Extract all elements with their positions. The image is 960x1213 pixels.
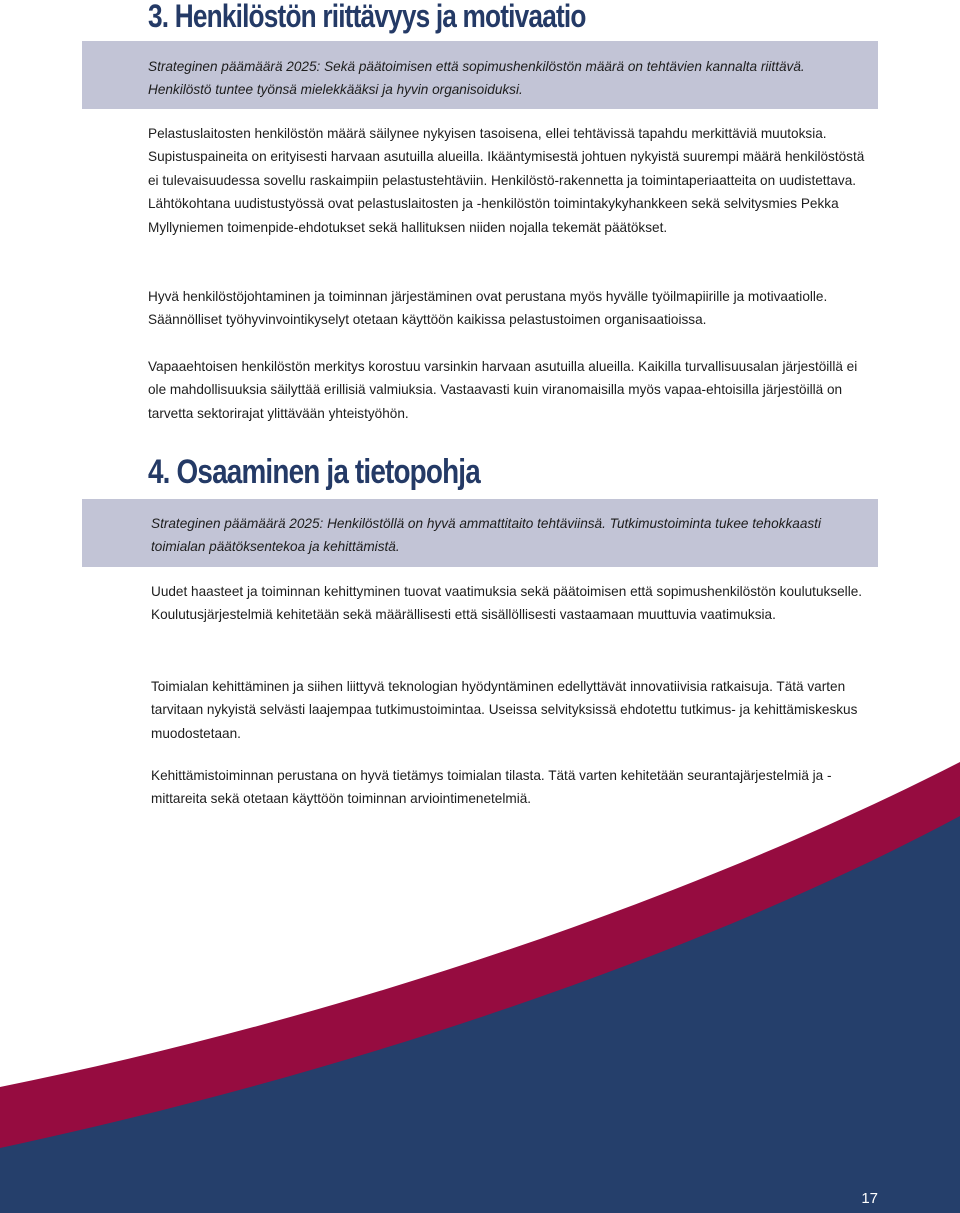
- strategic-goal-text: Strateginen päämäärä 2025: Sekä päätoimisen että sopimushenkilöstön määrä on tehtävien kannalta riittävä. Henkilöstö tuntee työnsä mielekkääksi ja hyvin organisoiduksi.: [148, 59, 805, 97]
- strategic-goal-text: Strateginen päämäärä 2025: Henkilöstöllä on hyvä ammattitaito tehtäviinsä. Tutkimustoiminta tukee tehokkaasti toimialan päätöksentekoa ja kehittämistä.: [151, 516, 821, 554]
- paragraph: Kehittämistoiminnan perustana on hyvä tietämys toimialan tilasta. Tätä varten kehitetään seurantajärjestelmiä ja -mittareita sekä otetaan käyttöön toiminnan arviointimenetelmiä.: [151, 768, 832, 807]
- section-3-title: 3. Henkilöstön riittävyys ja motivaatio: [148, 0, 586, 34]
- page-number: 17: [861, 1190, 878, 1207]
- paragraph: Toimialan kehittäminen ja siihen liittyvä teknologian hyödyntäminen edellyttävät innovatiivisia ratkaisuja. Tätä varten tarvitaan nykyistä selvästi laajempaa tutkimustoimintaa. Useissa selvityksissä ehdotettu tutkimus- ja kehittämiskeskus muodostetaan.: [151, 679, 858, 741]
- paragraph: Uudet haasteet ja toiminnan kehittyminen tuovat vaatimuksia sekä päätoimisen että sopimushenkilöstön koulutukselle. Koulutusjärjestelmiä kehitetään sekä määrällisesti että sisällöllisesti vastaamaan muuttuvia vaatimuksia.: [151, 584, 863, 623]
- paragraph: Vapaaehtoisen henkilöstön merkitys korostuu varsinkin harvaan asutuilla alueilla. Kaikilla turvallisuusalan järjestöillä ei ole mahdollisuuksia säilyttää erillisiä valmiuksia. Vastaavasti kuin viranomaisilla myös vapaa-ehtoisilla järjestöillä on tarvetta sektorirajat ylittävään yhteistyöhön.: [148, 359, 858, 421]
- paragraph: Hyvä henkilöstöjohtaminen ja toiminnan järjestäminen ovat perustana myös hyvälle työilmapiirille ja motivaatiolle. Säännölliset työhyvinvointikyselyt otetaan käyttöön kaikissa pelastustoimen organisaatioissa.: [148, 289, 828, 328]
- section-4-title: 4. Osaaminen ja tietopohja: [148, 453, 480, 491]
- paragraph: Pelastuslaitosten henkilöstön määrä säilynee nykyisen tasoisena, ellei tehtävissä tapahdu merkittäviä muutoksia. Supistuspaineita on erityisesti harvaan asutuilla alueilla. Ikääntymisestä johtuen nykyistä suurempi määrä henkilöstöstä ei tulevaisuudessa sovellu raskaimpiin pelastustehtäviin. Henkilöstö-rakennetta ja toimintaperiaatteita on uudistettava. Lähtökohtana uudistustyössä ovat pelastuslaitosten ja -henkilöstön toimintakykyhankkeen sekä selvitysmies Pekka Myllyniemen toimenpide-ehdotukset sekä hallituksen niiden nojalla tekemät päätökset.: [148, 126, 865, 235]
